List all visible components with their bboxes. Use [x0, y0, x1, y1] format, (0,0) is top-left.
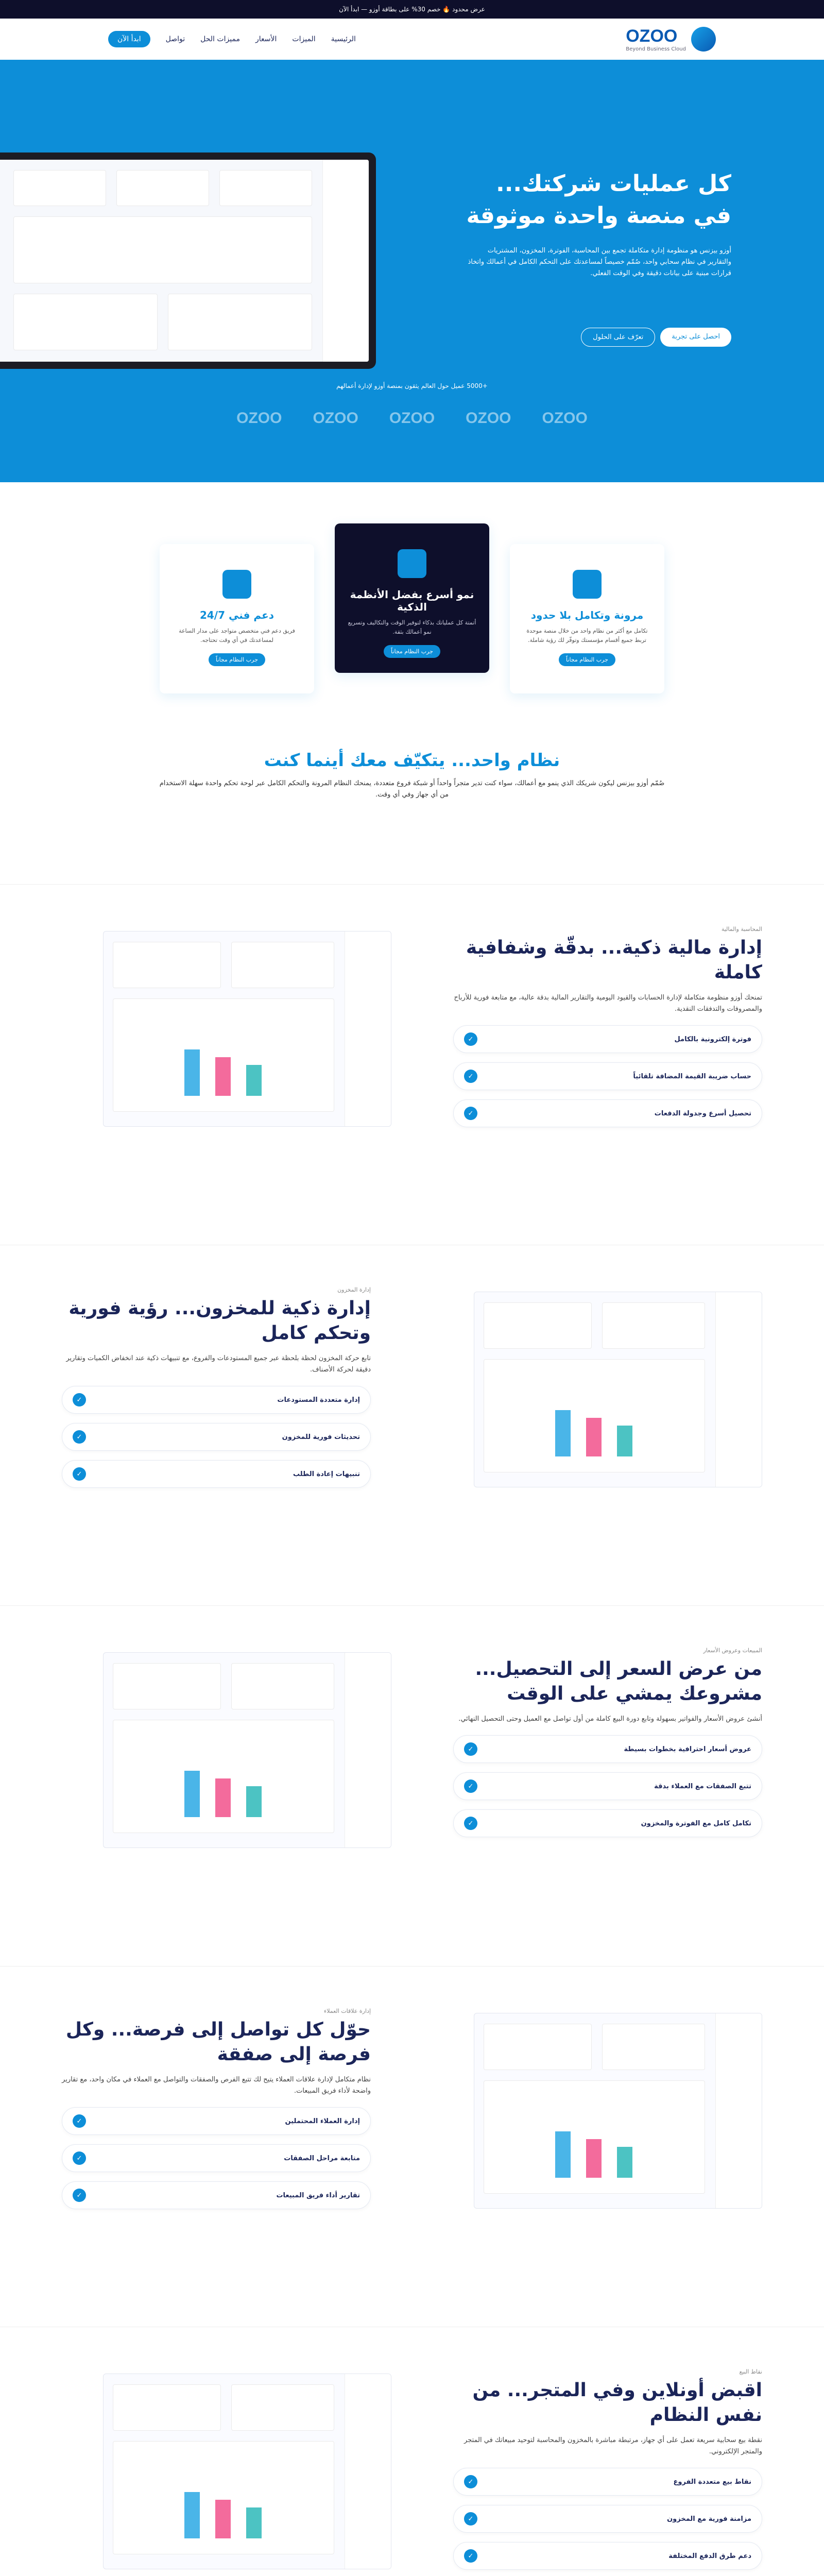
- feature-point[interactable]: [453, 2505, 762, 2533]
- feature-cards: [0, 482, 824, 750]
- section-desc: تابع حركة المخزون لحظة بلحظة عبر جميع المستودعات والفروع، مع تنبيهات ذكية عند انخفاض الكميات وتقارير دقيقة لحركة الأصناف.: [66, 1354, 371, 1374]
- feature-card-title: دعم فني 24/7: [199, 609, 274, 621]
- monitor-icon: [573, 570, 602, 599]
- nav-item-solutions[interactable]: مميزات الحل: [200, 35, 241, 43]
- feature-point-label: تتبع الصفقات مع العملاء بدقة: [654, 1782, 751, 1790]
- feature-card-button[interactable]: جرب النظام مجاناً: [559, 653, 615, 666]
- check-icon: ✓: [73, 2114, 86, 2128]
- hero-primary-button[interactable]: احصل على تجربة: [660, 328, 731, 347]
- feature-point[interactable]: [453, 2468, 762, 2496]
- feature-point[interactable]: [62, 1386, 371, 1414]
- intro-desc: صُمّم أوزو بيزنس ليكون شريكك الذي ينمو مع أعمالك، سواء كنت تدير متجراً واحداً أو شبكة فروع متعددة، يمنحك النظام المرونة والتحكم الكامل عبر لوحة تحكم واحدة سهلة الاستخدام من أي جهاز وفي أي وقت.: [159, 779, 665, 799]
- logo-mark-icon: [691, 27, 716, 52]
- brand-sub: Beyond Business Cloud: [626, 46, 686, 52]
- feature-point-label: تحصيل أسرع وجدولة الدفعات: [654, 1109, 751, 1117]
- feature-section: [0, 1245, 824, 1605]
- feature-point-label: تقارير أداء فريق المبيعات: [276, 2191, 360, 2199]
- feature-point[interactable]: [62, 2144, 371, 2172]
- module-screenshot: [103, 1652, 391, 1848]
- check-icon: ✓: [464, 1742, 477, 1756]
- feature-point-label: تحديثات فورية للمخزون: [282, 1433, 360, 1441]
- feature-card: [335, 523, 489, 673]
- feature-point[interactable]: [453, 1735, 762, 1763]
- laptop-mockup: [0, 152, 376, 369]
- feature-point[interactable]: [62, 2107, 371, 2135]
- check-icon: ✓: [73, 1430, 86, 1444]
- feature-point[interactable]: [453, 1772, 762, 1800]
- feature-section: [0, 1605, 824, 1966]
- nav-menu: [108, 31, 356, 47]
- nav-item-features[interactable]: الميزات: [292, 35, 316, 43]
- feature-card-desc: أتمتة كل عملياتك بذكاء لتوفير الوقت والتكاليف وتسريع نمو أعمالك بثقة.: [348, 619, 476, 635]
- section-desc: أنشئ عروض الأسعار والفواتير بسهولة وتابع دورة البيع كاملة من أول تواصل مع العميل وحتى التحصيل النهائي.: [458, 1715, 762, 1723]
- hero-secondary-button[interactable]: تعرّف على الحلول: [581, 328, 655, 347]
- feature-point-label: إدارة العملاء المحتملين: [285, 2117, 360, 2125]
- nav-item-contact[interactable]: تواصل: [165, 35, 185, 43]
- check-icon: ✓: [464, 1780, 477, 1793]
- section-eyebrow: إدارة علاقات العملاء: [324, 2008, 371, 2014]
- brand-name: OZOO: [626, 26, 678, 46]
- feature-point-label: تكامل كامل مع الفوترة والمخزون: [641, 1819, 751, 1827]
- section-title: إدارة مالية ذكية... بدقّة وشفافية كاملة: [466, 937, 762, 983]
- nav-item-home[interactable]: الرئيسية: [331, 35, 356, 43]
- monitor-icon: [222, 570, 251, 599]
- module-sidebar: [345, 2374, 391, 2569]
- feature-card-desc: فريق دعم فني متخصص متواجد على مدار الساعة لمساعدتك في أي وقت تحتاجه.: [179, 628, 295, 643]
- feature-card-button[interactable]: جرب النظام مجاناً: [209, 653, 265, 666]
- logo-ticker: [0, 406, 824, 431]
- feature-point[interactable]: [453, 1809, 762, 1837]
- feature-point-label: إدارة متعددة المستودعات: [277, 1396, 360, 1404]
- check-icon: ✓: [73, 2189, 86, 2202]
- check-icon: ✓: [464, 2549, 477, 2563]
- feature-section: [0, 2327, 824, 2576]
- module-sidebar: [345, 1653, 391, 1848]
- intro-section: [0, 750, 824, 884]
- check-icon: ✓: [464, 2512, 477, 2526]
- section-desc: تمنحك أوزو منظومة متكاملة لإدارة الحسابات والقيود اليومية والتقارير المالية بدقة عالية، مع متابعة فورية للأرباح والمصروفات والتدفقات النقدية.: [454, 994, 762, 1013]
- feature-point-label: تنبيهات إعادة الطلب: [293, 1470, 360, 1478]
- check-icon: ✓: [464, 1070, 477, 1083]
- check-icon: ✓: [464, 1032, 477, 1046]
- dashboard-screenshot: [0, 160, 369, 362]
- hero-stat: +5000 عميل حول العالم يثقون بمنصة أوزو لإدارة أعمالهم: [336, 382, 488, 389]
- module-screenshot: [103, 931, 391, 1127]
- feature-card-button[interactable]: جرب النظام مجاناً: [384, 645, 440, 658]
- feature-point[interactable]: [453, 1099, 762, 1127]
- feature-section: [0, 1966, 824, 2327]
- feature-point[interactable]: [62, 2181, 371, 2209]
- module-sidebar: [345, 931, 391, 1126]
- section-eyebrow: المبيعات وعروض الأسعار: [703, 1647, 762, 1654]
- monitor-icon: [398, 549, 426, 578]
- logo[interactable]: [626, 26, 716, 52]
- section-title: حوّل كل تواصل إلى فرصة... وكل فرصة إلى صفقة: [65, 2019, 371, 2065]
- feature-point[interactable]: [453, 1025, 762, 1053]
- feature-card-title: مرونة وتكامل بلا حدود: [530, 609, 644, 621]
- section-eyebrow: إدارة المخزون: [337, 1286, 371, 1293]
- nav-item-pricing[interactable]: الأسعار: [255, 35, 277, 43]
- feature-point-label: عروض أسعار احترافية بخطوات بسيطة: [624, 1745, 751, 1753]
- feature-card-desc: تكامل مع أكثر من نظام واحد من خلال منصة موحدة تربط جميع أقسام مؤسستك وتوفّر لك رؤية شاملة.: [526, 628, 648, 643]
- ticker-logo: OZOO: [389, 410, 435, 427]
- feature-point[interactable]: [453, 1062, 762, 1090]
- check-icon: ✓: [464, 1817, 477, 1830]
- hero-desc: أوزو بيزنس هو منظومة إدارة متكاملة تجمع بين المحاسبة، الفوترة، المخزون، المشتريات والتقارير في نظام سحابي واحد، صُمّم خصيصاً لمساعدتك على التحكم الكامل في أعمالك واتخاذ قرارات مبنية على بيانات دقيقة وفي الوقت الفعلي.: [468, 247, 731, 277]
- nav-cta-button[interactable]: ابدأ الآن: [108, 31, 150, 47]
- ticker-logo: OZOO: [313, 410, 358, 427]
- section-desc: نقطة بيع سحابية سريعة تعمل على أي جهاز، مرتبطة مباشرة بالمخزون والمحاسبة لتوحيد مبيعاتك في المتجر والمتجر الإلكتروني.: [464, 2436, 762, 2455]
- dashboard-sidebar: [322, 160, 369, 362]
- feature-point-label: فوترة إلكترونية بالكامل: [674, 1035, 751, 1043]
- section-title: من عرض السعر إلى التحصيل... مشروعك يمشي على الوقت: [475, 1658, 762, 1704]
- module-sidebar: [715, 1292, 762, 1487]
- section-title: اقبض أونلاين وفي المتجر... من نفس النظام: [472, 2380, 762, 2426]
- promo-bar: [0, 0, 824, 19]
- hero-title: كل عمليات شركتك... في منصة واحدة موثوقة: [466, 171, 731, 229]
- module-screenshot: [474, 1292, 762, 1487]
- feature-section: [0, 884, 824, 1245]
- section-eyebrow: نقاط البيع: [739, 2368, 762, 2375]
- check-icon: ✓: [73, 2151, 86, 2165]
- check-icon: ✓: [464, 2475, 477, 2488]
- section-title: إدارة ذكية للمخزون... رؤية فورية وتحكم كامل: [68, 1298, 371, 1344]
- module-screenshot: [103, 2374, 391, 2569]
- main-nav: [0, 19, 824, 60]
- feature-point-label: دعم طرق الدفع المختلفة: [668, 2552, 751, 2560]
- feature-point[interactable]: [453, 2542, 762, 2570]
- feature-point-label: متابعة مراحل الصفقات: [284, 2154, 360, 2162]
- feature-point[interactable]: [62, 1423, 371, 1451]
- section-eyebrow: المحاسبة والمالية: [721, 926, 762, 933]
- ticker-logo: OZOO: [466, 410, 511, 427]
- hero-section: [0, 60, 824, 482]
- feature-point-label: مزامنة فورية مع المخزون: [667, 2515, 751, 2523]
- module-screenshot: [474, 2013, 762, 2209]
- feature-point-label: حساب ضريبة القيمة المضافة تلقائياً: [633, 1072, 751, 1080]
- ticker-logo: OZOO: [542, 410, 588, 427]
- feature-point-label: نقاط بيع متعددة الفروع: [673, 2478, 751, 2486]
- feature-card: [510, 544, 664, 693]
- check-icon: ✓: [73, 1467, 86, 1481]
- check-icon: ✓: [464, 1107, 477, 1120]
- module-sidebar: [715, 2013, 762, 2208]
- section-desc: نظام متكامل لإدارة علاقات العملاء يتيح لك تتبع الفرص والصفقات والتواصل مع العملاء في مكان واحد، مع تقارير واضحة لأداء فريق المبيعات.: [62, 2076, 371, 2095]
- promo-text: عرض محدود 🔥 خصم 30% على بطاقة أوزو — ابدأ الآن: [339, 6, 485, 13]
- check-icon: ✓: [73, 1393, 86, 1406]
- intro-title: نظام واحد... يتكيّف معك أينما كنت: [264, 750, 560, 771]
- feature-card: [160, 544, 314, 693]
- ticker-logo: OZOO: [236, 410, 282, 427]
- feature-point[interactable]: [62, 1460, 371, 1488]
- feature-card-title: نمو أسرع بفضل الأنظمة الذكية: [350, 588, 474, 613]
